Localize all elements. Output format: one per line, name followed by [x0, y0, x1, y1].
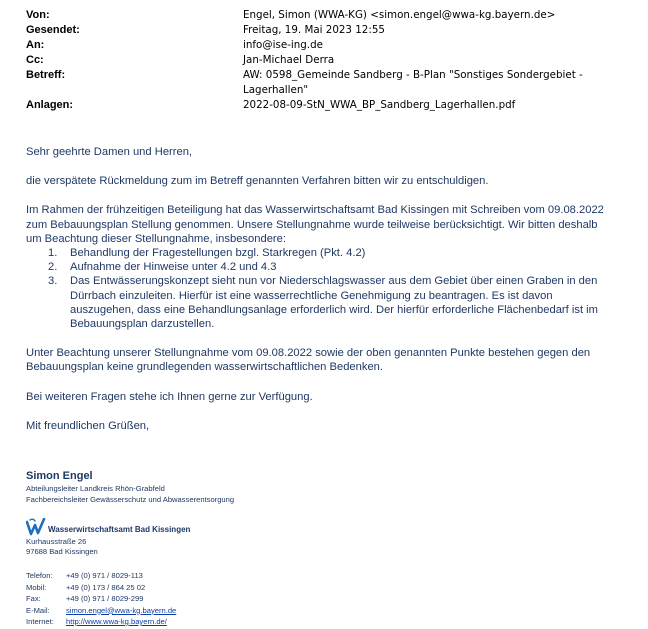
fax-label: Fax: — [26, 594, 41, 603]
subject-line-2: Lagerhallen" — [243, 84, 309, 96]
from-label: Von: — [26, 9, 50, 21]
list-item-text: Das Entwässerungskonzept sieht nun vor Niederschlagswasser aus dem Gebiet über einen Graben in den — [70, 275, 598, 288]
mobile-label: Mobil: — [26, 582, 47, 592]
sent-value: Freitag, 19. Mai 2023 12:55 — [243, 24, 385, 36]
header-subject-row — [26, 68, 636, 98]
list-item-text: Aufnahme der Hinweise unter 4.2 und 4.3 — [70, 261, 277, 274]
signature-title-1: Abteilungsleiter Landkreis Rhön-Grabfeld — [26, 484, 165, 493]
paragraph-statement — [26, 203, 626, 246]
list-item — [26, 246, 626, 260]
address-city: 97688 Bad Kissingen — [26, 547, 98, 556]
mobile-value: +49 (0) 173 / 864 25 02 — [66, 582, 146, 592]
subject-label: Betreff: — [26, 69, 66, 81]
email-header — [26, 8, 636, 113]
email-link[interactable]: simon.engel@wwa-kg.bayern.de — [66, 605, 177, 615]
paragraph-apology: die verspätete Rückmeldung zum im Betreff genannten Verfahren bitten wir zu entschuldigen. — [26, 175, 489, 188]
attachment-file[interactable]: 2022-08-09-StN_WWA_BP_Sandberg_Lagerhallen.pdf — [243, 99, 516, 111]
signature-block — [26, 469, 426, 628]
organization-row — [26, 514, 426, 536]
paragraph-statement-line-2: zum Bebauungsplan Stellung genommen. Unsere Stellungnahme wurde teilweise berücksichtigt. Wir bitten deshalb — [26, 218, 598, 231]
paragraph-questions: Bei weiteren Fragen stehe ich Ihnen gerne zur Verfügung. — [26, 390, 313, 403]
list-item-number: 3. — [48, 275, 58, 288]
email-label: E-Mail: — [26, 605, 50, 615]
list-item — [26, 274, 626, 331]
web-label: Internet: — [26, 617, 54, 626]
list-item-number: 2. — [48, 261, 58, 274]
contact-fax-row — [26, 593, 426, 605]
wave-logo-icon — [26, 518, 46, 536]
address-street: Kurhausstraße 26 — [26, 537, 87, 546]
list-item-number: 1. — [48, 247, 58, 260]
list-item-text: Behandlung der Fragestellungen bzgl. Starkregen (Pkt. 4.2) — [70, 247, 366, 260]
header-attachments-row — [26, 98, 636, 113]
contact-phone-row — [26, 570, 426, 582]
organization-name: Wasserwirtschaftsamt Bad Kissingen — [48, 525, 191, 534]
attachments-label: Anlagen: — [26, 99, 74, 111]
numbered-list — [26, 246, 626, 331]
contact-details — [26, 570, 426, 628]
signature-title-2: Fachbereichsleiter Gewässerschutz und Abwasserentsorgung — [26, 495, 235, 504]
phone-label: Telefon: — [26, 571, 53, 580]
cc-value[interactable]: Jan-Michael Derra — [243, 54, 335, 66]
header-to-row — [26, 38, 636, 53]
website-link[interactable]: http://www.wwa-kg.bayern.de/ — [66, 617, 167, 626]
cc-label: Cc: — [26, 54, 44, 66]
list-item-text: auszugehen, dass eine Behandlungsanlage erforderlich wird. Der hierfür erforderliche Flächenbedarf ist im — [70, 303, 598, 316]
sent-label: Gesendet: — [26, 24, 80, 36]
contact-mobile-row — [26, 582, 426, 594]
email-body — [26, 145, 626, 433]
address — [26, 537, 426, 557]
header-from-row — [26, 8, 636, 23]
signature-name: Simon Engel — [26, 470, 93, 482]
greeting: Sehr geehrte Damen und Herren, — [26, 146, 193, 158]
paragraph-conclusion — [26, 346, 626, 374]
to-label: An: — [26, 39, 45, 51]
fax-value: +49 (0) 971 / 8029-299 — [66, 594, 144, 603]
header-cc-row — [26, 53, 636, 68]
to-value[interactable]: info@ise-ing.de — [243, 39, 323, 51]
paragraph-statement-line-1: Im Rahmen der frühzeitigen Beteiligung hat das Wasserwirtschaftsamt Bad Kissingen mit Schreiben vom 09.08.2022 — [26, 204, 604, 217]
subject-value — [243, 68, 636, 98]
from-value[interactable]: Engel, Simon (WWA-KG) <simon.engel@wwa-kg.bayern.de> — [243, 9, 556, 21]
paragraph-conclusion-line-2: Bebauungsplan keine grundlegenden wasserwirtschaftlichen Bedenken. — [26, 361, 384, 374]
paragraph-statement-line-3: um Beachtung dieser Stellungnahme, insbesondere: — [26, 232, 286, 245]
list-item-text: Bebauungsplan darzustellen. — [70, 318, 215, 331]
phone-value: +49 (0) 971 / 8029-113 — [66, 571, 143, 580]
contact-email-row — [26, 605, 426, 617]
list-item-text: Dürrbach einzuleiten. Hierfür ist eine wasserrechtliche Genehmigung zu beantragen. Es ist davon — [70, 289, 553, 302]
contact-web-row — [26, 616, 426, 628]
list-item — [26, 260, 626, 274]
header-sent-row — [26, 23, 636, 38]
closing: Mit freundlichen Grüßen, — [26, 419, 150, 432]
paragraph-conclusion-line-1: Unter Beachtung unserer Stellungnahme vom 09.08.2022 sowie der oben genannten Punkte bestehen gegen den — [26, 347, 591, 360]
subject-line-1: AW: 0598_Gemeinde Sandberg - B-Plan "Sonstiges Sondergebiet - — [243, 69, 583, 81]
